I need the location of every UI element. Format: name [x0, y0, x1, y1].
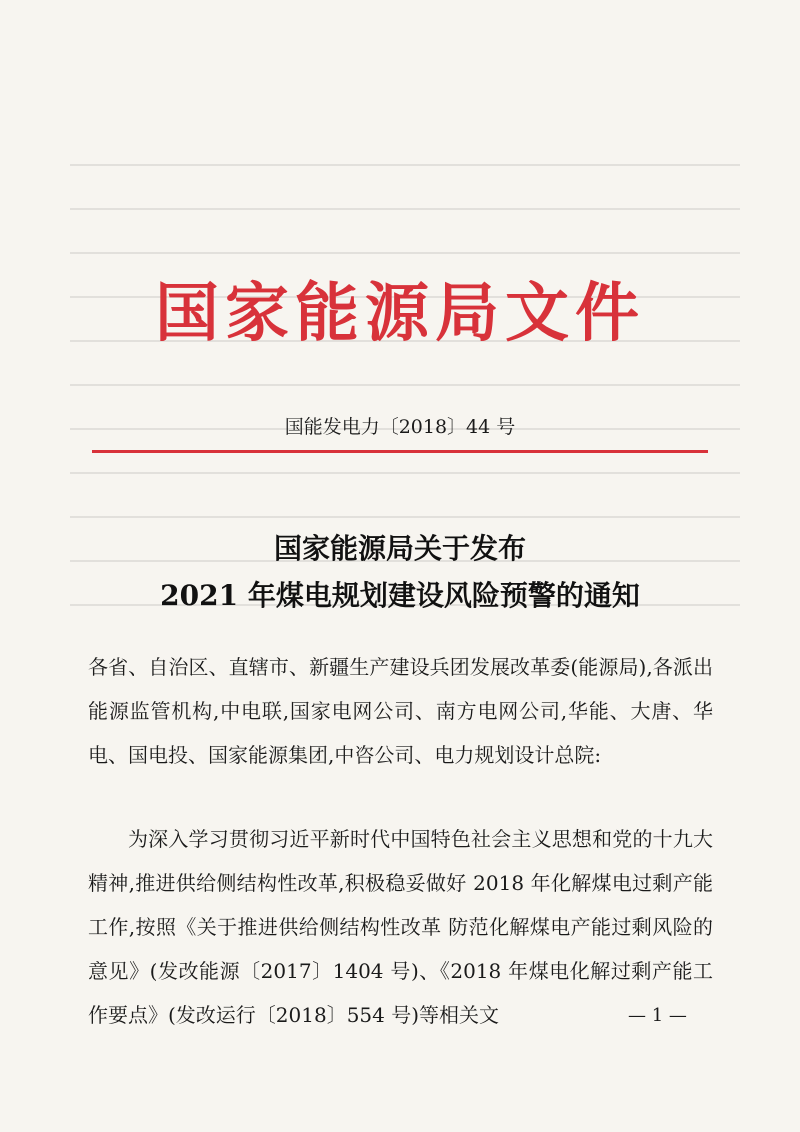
red-header-rule	[92, 450, 708, 453]
addressee-paragraph: 各省、自治区、直辖市、新疆生产建设兵团发展改革委(能源局),各派出能源监管机构,中电联,国家电网公司、南方电网公司,华能、大唐、华电、国电投、国家能源集团,中咨公司、电力规划设计总院:	[88, 655, 713, 767]
page-number: — 1 —	[628, 1005, 687, 1026]
document-number: 国能发电力〔2018〕44 号	[284, 416, 516, 438]
notice-title-line-2: 2021 年煤电规划建设风险预警的通知	[160, 579, 640, 612]
issuer-header-title: 国家能源局文件	[155, 277, 645, 351]
body-paragraph-1: 为深入学习贯彻习近平新时代中国特色社会主义思想和党的十九大精神,推进供给侧结构性改革,积极稳妥做好 2018 年化解煤电过剩产能工作,按照《关于推进供给侧结构性改革 防范化解煤电产能过剩风险的意见》(发改能源〔2017〕1404 号)、《2018 年煤电化解过剩产能工作要点》(发改运行〔2018〕554 号)等相关文	[88, 827, 713, 1027]
notice-title-line-1: 国家能源局关于发布	[273, 532, 526, 565]
